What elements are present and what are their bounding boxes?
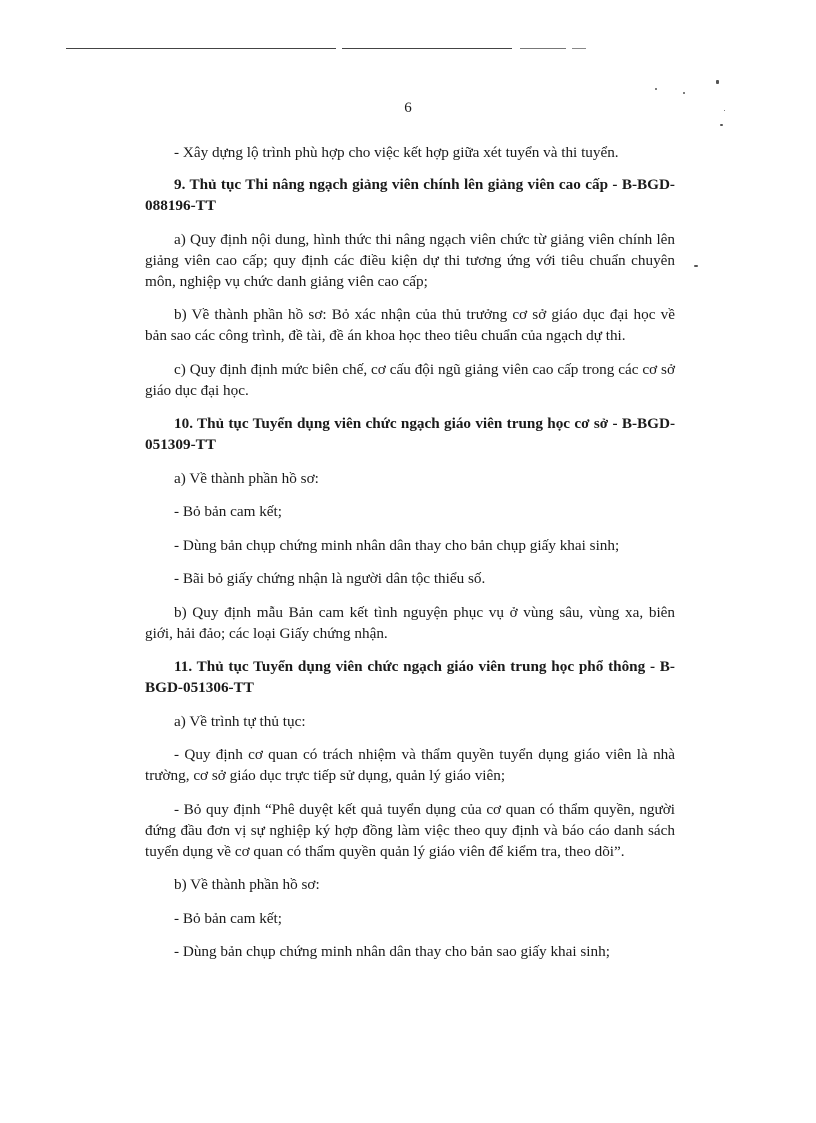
scan-speck bbox=[716, 80, 719, 84]
paragraph: - Quy định cơ quan có trách nhiệm và thẩm quyền tuyển dụng giáo viên là nhà trường, cơ sở giáo dục trực tiếp sử dụng, quản lý giáo viên; bbox=[145, 746, 675, 784]
section-heading: 10. Thủ tục Tuyển dụng viên chức ngạch giáo viên trung học cơ sở - B-BGD-051309-TT bbox=[145, 415, 675, 453]
paragraph: - Bỏ bản cam kết; bbox=[174, 909, 282, 927]
paragraph: - Bỏ quy định “Phê duyệt kết quả tuyển dụng của cơ quan có thẩm quyền, người đứng đầu đơn vị sự nghiệp ký hợp đồng làm việc theo quy định và báo cáo danh sách tuyển dụng về cơ quan có thẩm quyền quản lý giáo viên để kiểm tra, theo dõi”. bbox=[145, 800, 675, 860]
scan-speck bbox=[694, 265, 698, 267]
paragraph: b) Về thành phần hồ sơ: Bỏ xác nhận của thủ trưởng cơ sở giáo dục đại học về bản sao các công trình, đề tài, đề án khoa học theo tiêu chuẩn của ngạch dự thi. bbox=[145, 306, 675, 344]
page-number: 6 bbox=[404, 100, 412, 116]
scan-speck bbox=[655, 88, 657, 90]
paragraph: b) Quy định mẫu Bản cam kết tình nguyện phục vụ ở vùng sâu, vùng xa, biên giới, hải đảo; các loại Giấy chứng nhận. bbox=[145, 603, 675, 642]
paragraph: a) Về trình tự thủ tục: bbox=[174, 712, 306, 730]
paragraph: b) Về thành phần hồ sơ: bbox=[174, 876, 320, 893]
paragraph: a) Về thành phần hồ sơ: bbox=[174, 469, 319, 487]
scan-speck bbox=[683, 92, 685, 94]
scan-speck bbox=[720, 124, 723, 126]
header-rule bbox=[572, 48, 586, 49]
header-rule bbox=[342, 48, 512, 49]
section-heading: 11. Thủ tục Tuyển dụng viên chức ngạch giáo viên trung học phổ thông - B-BGD-051306-TT bbox=[145, 658, 675, 696]
paragraph: - Bỏ bản cam kết; bbox=[174, 503, 282, 520]
paragraph: - Xây dựng lộ trình phù hợp cho việc kết hợp giữa xét tuyển và thi tuyển. bbox=[174, 144, 619, 161]
header-rule bbox=[520, 48, 566, 49]
paragraph: a) Quy định nội dung, hình thức thi nâng ngạch viên chức từ giảng viên chính lên giảng viên cao cấp; quy định các điều kiện dự thi tương ứng với tiêu chuẩn chuyên môn, nghiệp vụ chức danh giảng viên cao cấp; bbox=[145, 230, 675, 290]
paragraph: - Bãi bỏ giấy chứng nhận là người dân tộc thiểu số. bbox=[174, 570, 486, 587]
paragraph: - Dùng bản chụp chứng minh nhân dân thay cho bản chụp giấy khai sinh; bbox=[174, 536, 620, 554]
document-body bbox=[145, 142, 675, 975]
paragraph: - Dùng bản chụp chứng minh nhân dân thay cho bản sao giấy khai sinh; bbox=[174, 943, 610, 960]
header-rule bbox=[66, 48, 336, 49]
section-heading: 9. Thủ tục Thi nâng ngạch giảng viên chính lên giảng viên cao cấp - B-BGD-088196-TT bbox=[145, 176, 675, 214]
paragraph: c) Quy định định mức biên chế, cơ cấu đội ngũ giảng viên cao cấp trong các cơ sở giáo dục đại học. bbox=[145, 360, 675, 399]
